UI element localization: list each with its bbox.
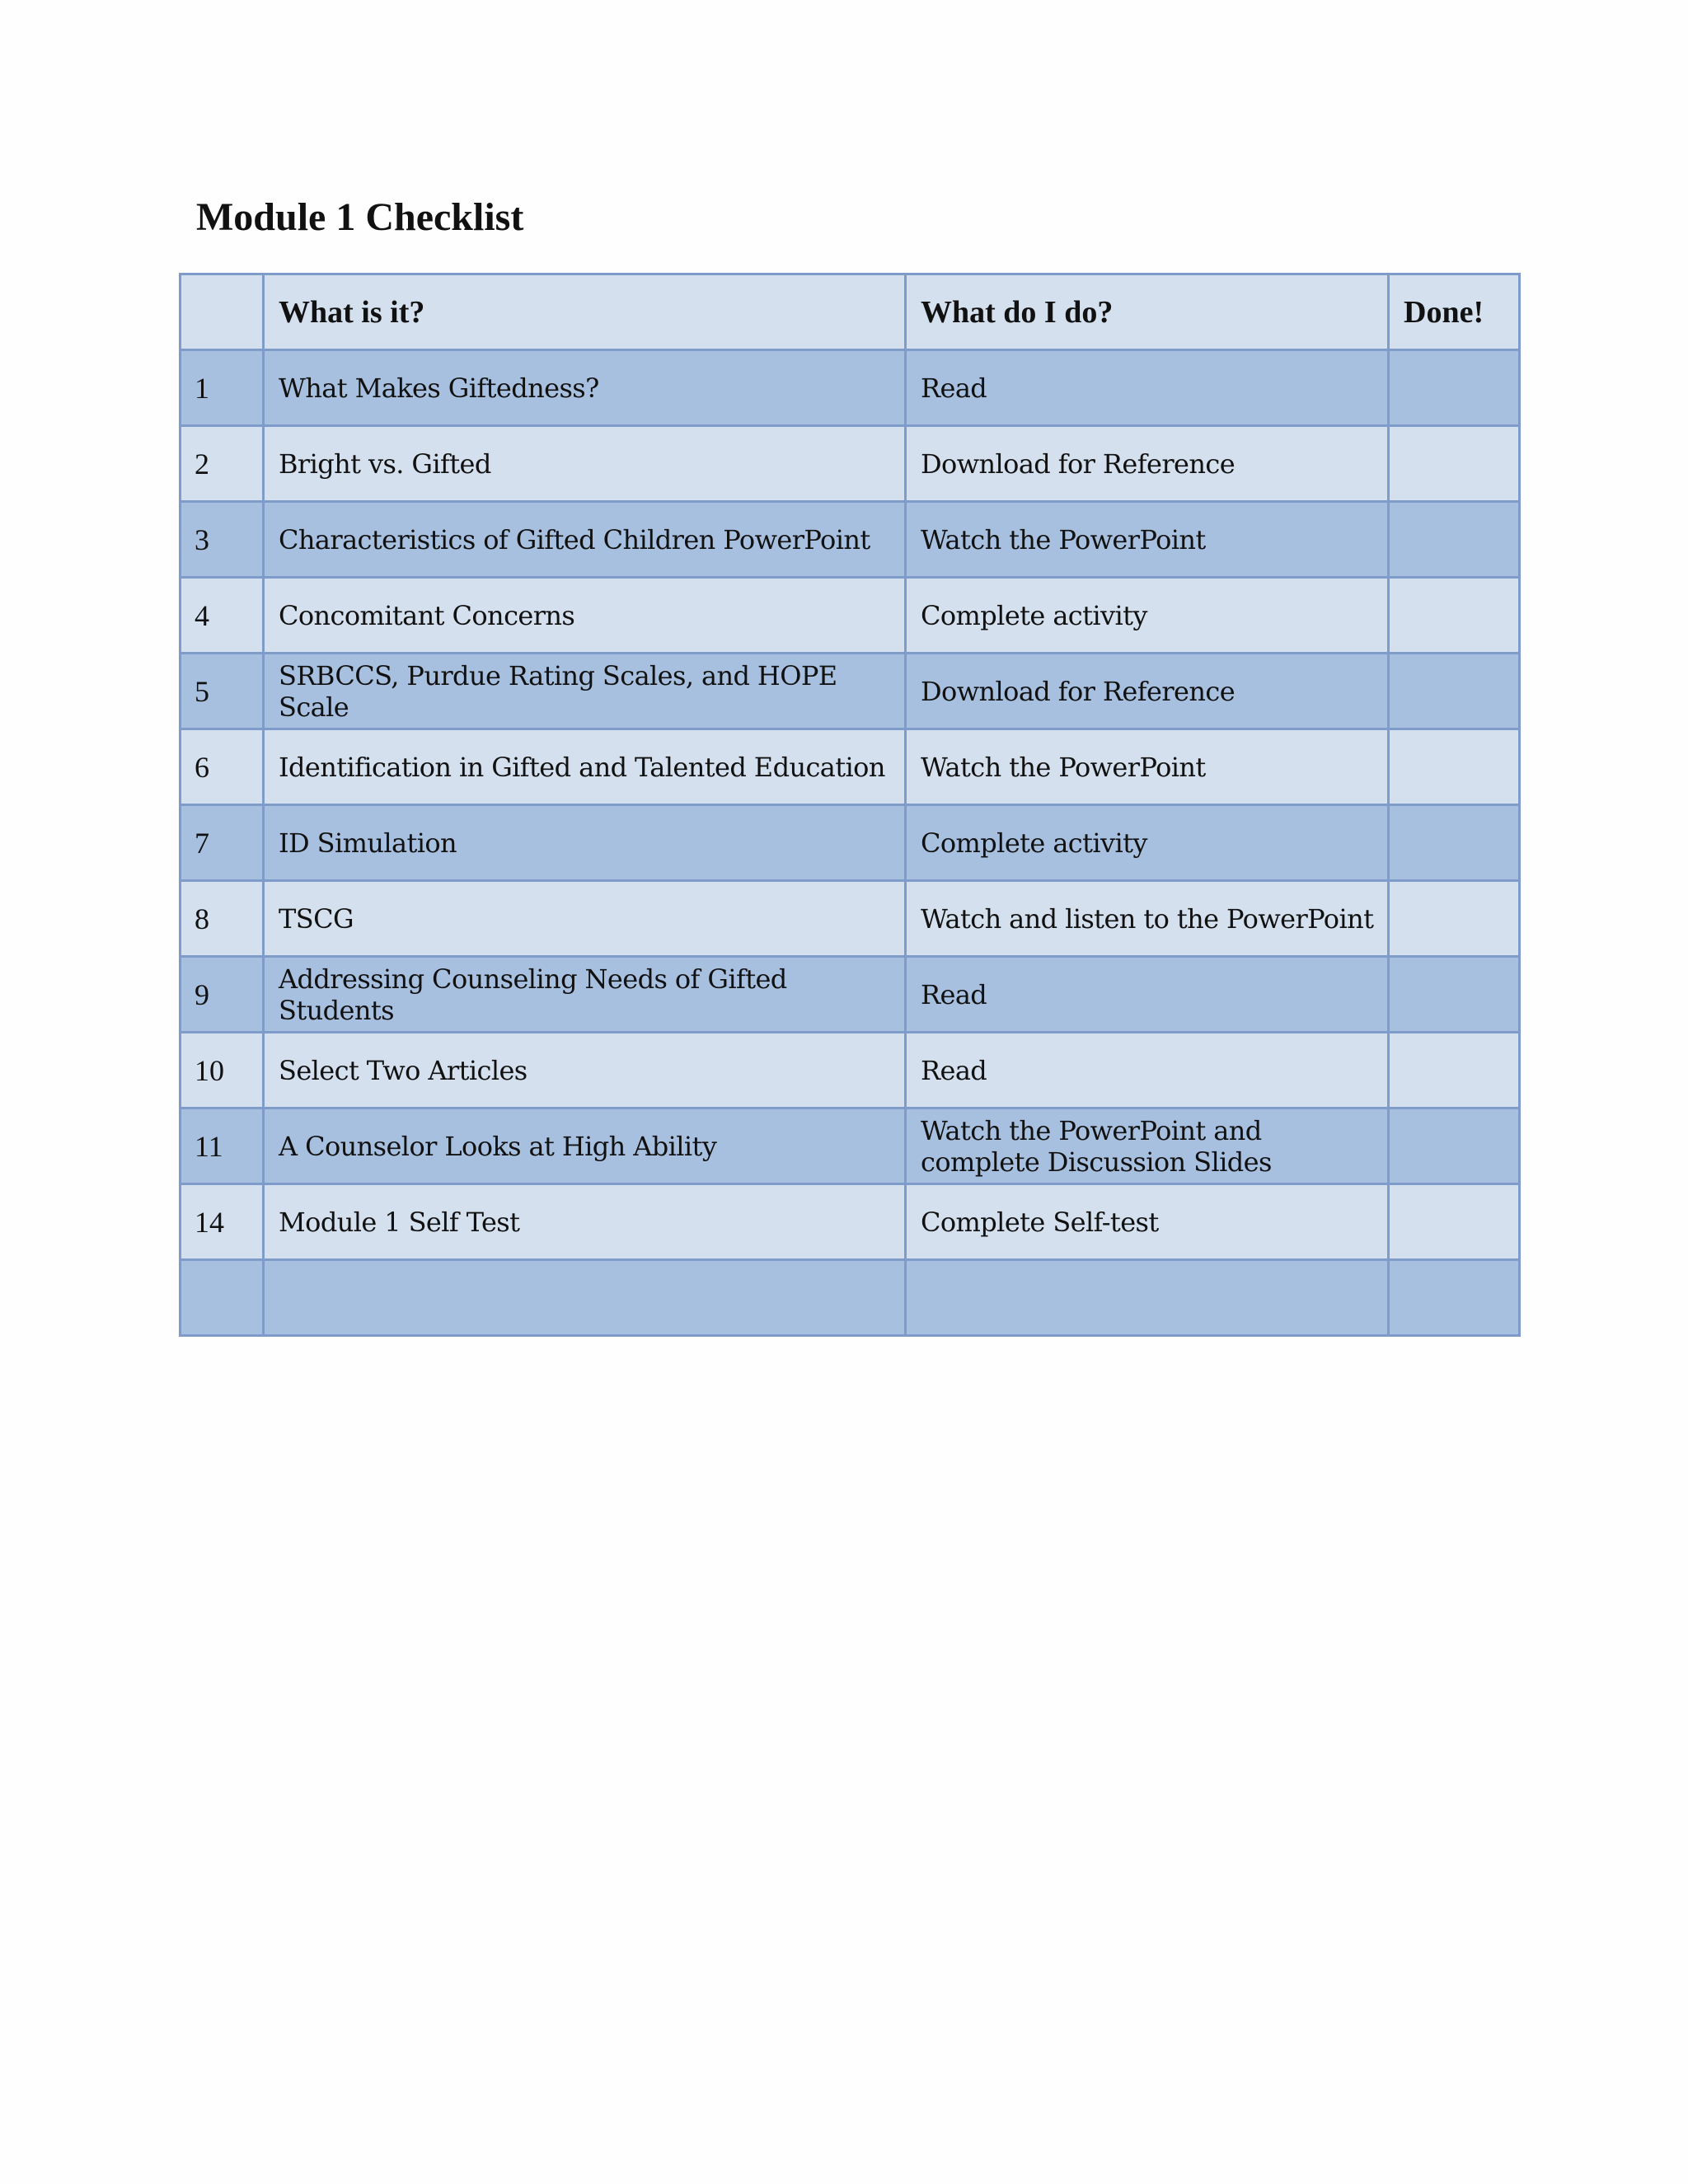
table-row	[181, 1033, 1520, 1108]
table-row	[181, 805, 1520, 881]
header-number	[181, 274, 264, 350]
item-done-cell	[1389, 502, 1520, 578]
item-number: 2	[181, 426, 264, 502]
table-row	[181, 350, 1520, 426]
item-what: ID Simulation	[264, 805, 906, 881]
table-row	[181, 426, 1520, 502]
item-number: 5	[181, 654, 264, 729]
table-row-empty	[181, 1260, 1520, 1336]
item-done-cell	[1389, 957, 1520, 1033]
item-do: Complete activity	[906, 805, 1389, 881]
item-do: Read	[906, 350, 1389, 426]
item-do: Download for Reference	[906, 426, 1389, 502]
item-what: What Makes Giftedness?	[264, 350, 906, 426]
page-title: Module 1 Checklist	[196, 195, 524, 239]
item-what: A Counselor Looks at High Ability	[264, 1108, 906, 1184]
item-what: Characteristics of Gifted Children PowerPoint	[264, 502, 906, 578]
item-do: Watch the PowerPoint	[906, 729, 1389, 805]
table-row	[181, 729, 1520, 805]
item-done-cell	[1389, 578, 1520, 654]
item-what: SRBCCS, Purdue Rating Scales, and HOPE Scale	[264, 654, 906, 729]
table-row	[181, 502, 1520, 578]
item-number: 14	[181, 1184, 264, 1260]
item-do	[906, 1260, 1389, 1336]
item-done-cell	[1389, 1184, 1520, 1260]
item-what: TSCG	[264, 881, 906, 957]
item-number: 4	[181, 578, 264, 654]
table-row	[181, 654, 1520, 729]
table-row	[181, 881, 1520, 957]
item-done-cell	[1389, 1260, 1520, 1336]
item-done-cell	[1389, 350, 1520, 426]
item-number	[181, 1260, 264, 1336]
item-do: Download for Reference	[906, 654, 1389, 729]
item-what	[264, 1260, 906, 1336]
item-what: Identification in Gifted and Talented Education	[264, 729, 906, 805]
item-do: Complete activity	[906, 578, 1389, 654]
item-number: 6	[181, 729, 264, 805]
item-done-cell	[1389, 1108, 1520, 1184]
item-what: Module 1 Self Test	[264, 1184, 906, 1260]
header-what: What is it?	[264, 274, 906, 350]
table-row	[181, 578, 1520, 654]
checklist-table	[179, 273, 1521, 1337]
item-what: Select Two Articles	[264, 1033, 906, 1108]
item-number: 9	[181, 957, 264, 1033]
item-done-cell	[1389, 805, 1520, 881]
item-number: 10	[181, 1033, 264, 1108]
item-what: Addressing Counseling Needs of Gifted Students	[264, 957, 906, 1033]
item-done-cell	[1389, 426, 1520, 502]
item-do: Watch and listen to the PowerPoint	[906, 881, 1389, 957]
item-what: Concomitant Concerns	[264, 578, 906, 654]
item-number: 1	[181, 350, 264, 426]
item-number: 3	[181, 502, 264, 578]
item-do: Read	[906, 957, 1389, 1033]
item-what: Bright vs. Gifted	[264, 426, 906, 502]
table-row	[181, 957, 1520, 1033]
item-do: Watch the PowerPoint and complete Discussion Slides	[906, 1108, 1389, 1184]
item-do: Watch the PowerPoint	[906, 502, 1389, 578]
item-do: Read	[906, 1033, 1389, 1108]
header-do: What do I do?	[906, 274, 1389, 350]
table-row	[181, 1184, 1520, 1260]
item-do: Complete Self-test	[906, 1184, 1389, 1260]
item-number: 11	[181, 1108, 264, 1184]
header-row	[181, 274, 1520, 350]
item-done-cell	[1389, 729, 1520, 805]
header-done: Done!	[1389, 274, 1520, 350]
item-number: 8	[181, 881, 264, 957]
item-done-cell	[1389, 654, 1520, 729]
item-number: 7	[181, 805, 264, 881]
item-done-cell	[1389, 881, 1520, 957]
table-row	[181, 1108, 1520, 1184]
item-done-cell	[1389, 1033, 1520, 1108]
